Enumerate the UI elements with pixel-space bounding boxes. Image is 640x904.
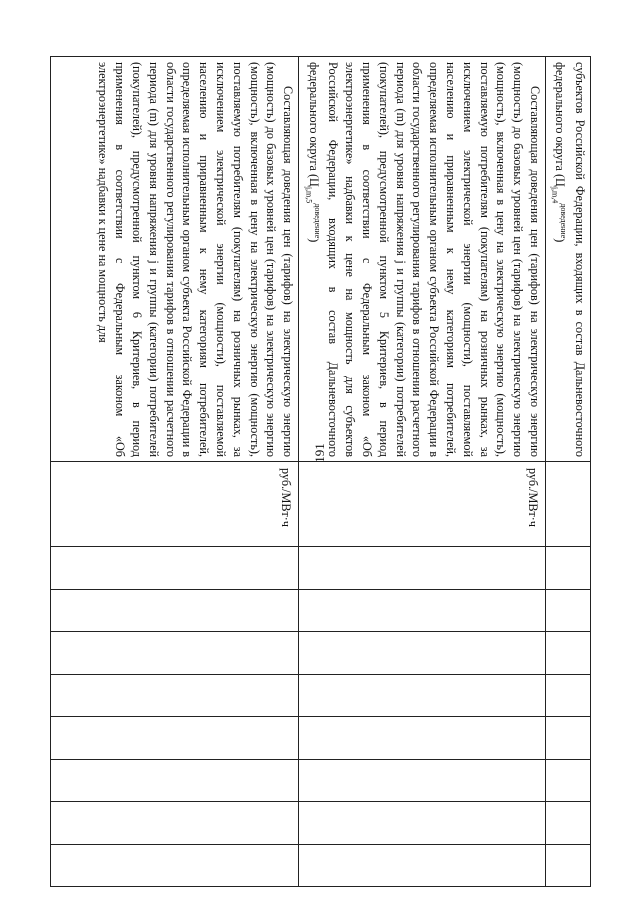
description-cell: [545, 57, 590, 462]
value-cell: [545, 632, 590, 675]
description-cell: [51, 57, 299, 462]
value-cell: [51, 674, 299, 717]
continuation-text: субъектов Российской Федерации, входящих в состав Дальневосточного федерального округа $(Ц_{j,m,4}^{доведение})$: [550, 62, 587, 457]
formula-subscript: j,m,4: [550, 186, 560, 204]
value-cell: [545, 674, 590, 717]
unit-label: руб./МВт·ч: [525, 468, 540, 527]
value-cell: [299, 632, 546, 675]
value-cell: [51, 759, 299, 802]
tariff-table: [50, 56, 591, 887]
value-cell: [51, 589, 299, 632]
value-cell: [51, 844, 299, 887]
value-cell: [545, 802, 590, 845]
formula-superscript: доведение: [312, 203, 322, 239]
value-cell: [51, 547, 299, 590]
value-cell: [51, 717, 299, 760]
formula-subscript: j,m,5: [304, 186, 314, 204]
value-cell: [545, 547, 590, 590]
formula-superscript: доведение: [559, 203, 569, 239]
value-cell: [545, 717, 590, 760]
value-cell: [299, 844, 546, 887]
description-cell: [299, 57, 546, 462]
value-cell: [545, 844, 590, 887]
value-cell: [299, 759, 546, 802]
unit-cell: [545, 462, 590, 547]
page-number: 191: [312, 443, 327, 463]
value-cell: [299, 717, 546, 760]
value-cell: [545, 589, 590, 632]
value-cell: [299, 547, 546, 590]
table-row: [51, 57, 299, 887]
unit-cell: [51, 462, 299, 547]
unit-label: руб./МВт·ч: [279, 468, 294, 527]
value-cell: [299, 674, 546, 717]
value-cell: [545, 759, 590, 802]
description-text: Составляющая доведения цен (тарифов) на электрическую энергию (мощность) до базовых уровней цен (тарифов) на электрическую энергию (мощность), включенная в цену на электрическую энергию (мощность), поставляемую потребителям (покупателям) на розничных рынках, за исключением электрической энергии (мощности), поставляемой населению и приравненным к нему категориям потребителей, определяемая исполнительным органом субъекта Российской Федерации в области государственного регулирования тарифов в отношении расчетного периода (m) для уровня напряжения j и группы (категории) потребителей (покупателей), предусмотренной пунктом 5 Критериев, в период применения в соответствии с Федеральным законом «Об электроэнергетике» надбавки к цене на мощность для субъектов Российской Федерации, входящих в состав Дальневосточного федерального округа $(Ц_{j,m,5}^{доведение})$: [304, 62, 542, 457]
unit-cell: [299, 462, 546, 547]
value-cell: [299, 802, 546, 845]
value-cell: [51, 802, 299, 845]
value-cell: [299, 589, 546, 632]
table-row: [545, 57, 590, 887]
description-text: Составляющая доведения цен (тарифов) на электрическую энергию (мощность) до базовых уровней цен (тарифов) на электрическую энергию (мощность), включенная в цену на электрическую энергию (мощность), поставляемую потребителям (покупателям) на розничных рынках, за исключением электрической энергии (мощности), поставляемой населению и приравненным к нему категориям потребителей, определяемая исполнительным органом субъекта Российской Федерации в области государственного регулирования тарифов в отношении расчетного периода (m) для уровня напряжения j и группы (категории) потребителей (покупателей), предусмотренной пунктом 6 Критериев, в период применения в соответствии с Федеральным законом «Об электроэнергетике» надбавки к цене на мощность для: [96, 62, 296, 457]
value-cell: [51, 632, 299, 675]
rotated-table-container: [83, 56, 591, 876]
table-row: [299, 57, 546, 887]
